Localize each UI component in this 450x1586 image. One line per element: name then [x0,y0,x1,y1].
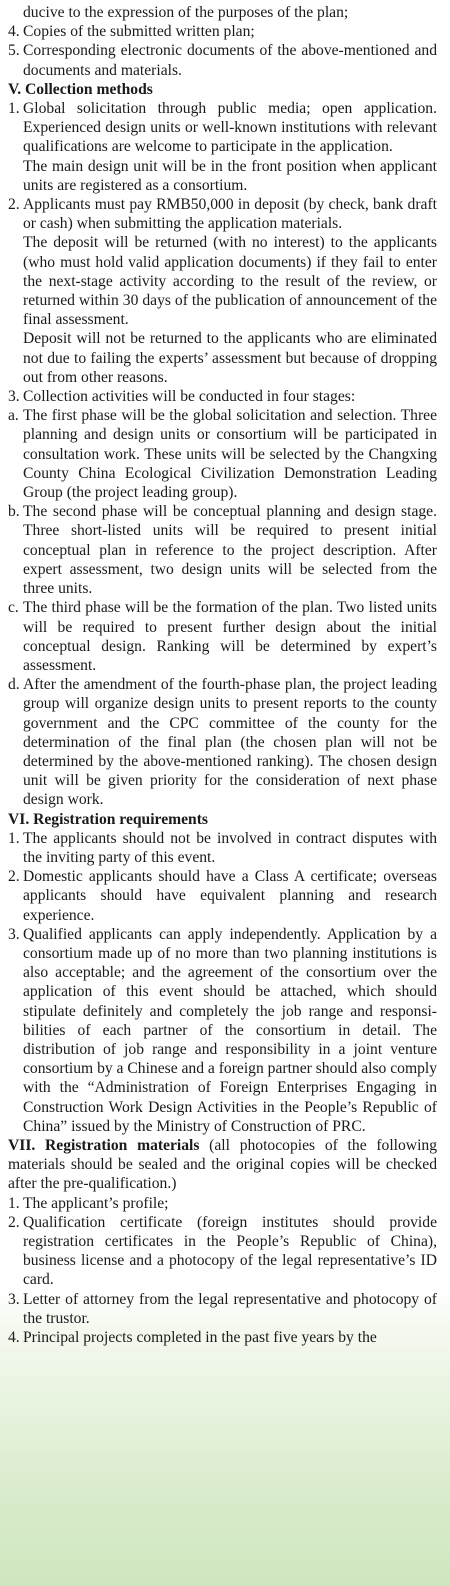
list-item [8,195,437,233]
list-number: 5. [8,42,20,60]
stage-text: After the amendment of the fourth-phase plan, the project leading group will organize design units to present reports to the county government and the CPC committee of the county for the determination of the final plan (the chosen plan will not be determined by the above-mentioned ranking). The chosen design unit will be given priority for the consideration of next phase design work. [23,676,437,809]
list-text: Letter of attorney from the legal representative and photocopy of the trustor. [23,1290,437,1327]
stage-item [8,406,437,502]
document-body [8,3,437,1347]
section-heading-registration-materials [8,1136,437,1194]
list-number: 3. [8,388,20,406]
list-number: 4. [8,1329,20,1347]
list-number: 3. [8,1290,20,1308]
list-paragraph: The deposit will be returned (with no interest) to the applicants (who must hold valid application documents) if they fail to enter the next-stage activity according to the result of the review, or returned within 30 days of the publication of announcement of the final assessment. [23,234,437,329]
list-item [8,387,437,406]
stage-item [8,675,437,809]
list-item [8,99,437,157]
list-number: 4. [8,23,20,41]
list-text: Qualification certificate (foreign institutes should provide registration certificates in the People’s Republic of China), business license and a photocopy of the legal representative’s ID card. [23,1213,437,1289]
list-text: Principal projects completed in the past five years by the [23,1329,377,1347]
list-paragraph: Deposit will not be returned to the applicants who are eliminated not due to failing the experts’ assessment but because of dropping out from other reasons. [23,330,437,386]
list-item [8,925,437,1136]
list-item [8,41,437,79]
continuation-text: ducive to the expression of the purposes of the plan; [23,4,349,21]
list-text: Corresponding electronic documents of the above-mentioned and documents and materials. [23,42,437,79]
stage-letter: a. [8,407,19,425]
list-number: 2. [8,196,20,214]
list-item [8,1290,437,1328]
list-item [8,1194,437,1213]
list-number: 3. [8,925,20,943]
stage-item [8,502,437,598]
list-item [8,1213,437,1290]
stage-letter: c. [8,599,19,617]
stage-text: The third phase will be the formation of the plan. Two listed units will be required to present further design about the initial conceptual design. Ranking will be determined by expert’s assessment. [23,599,437,674]
list-item [8,829,437,867]
list-text: The applicants should not be involved in contract disputes with the inviting party of this event. [23,829,437,866]
list-number: 1. [8,829,20,847]
list-number: 1. [8,100,20,118]
stage-text: The first phase will be the global solicitation and selection. Three planning and design units or consortium will be participated in consultation work. These units will be selected by the Changxing County China Ecological Civilization Demonstration Leading Group (the project leading group). [23,407,437,502]
stage-letter: b. [8,503,20,521]
list-number: 2. [8,1213,20,1231]
section-note: (all photocopies of the following materials should be sealed and the original copies will be checked after the pre-qualification.) [8,1136,437,1193]
list-text: Global solicitation through public media; open application. Experienced design units or well-known institutions with relevant qualifications are welcome to participate in the application. [23,100,437,156]
list-item [8,867,437,925]
list-text: Domestic applicants should have a Class A certificate; overseas applicants should have equivalent planning and research experience. [23,868,437,924]
section-heading-collection-methods: V. Collection methods [8,80,153,98]
list-text: Copies of the submitted written plan; [23,23,255,41]
section-heading-registration-requirements: VI. Registration requirements [8,810,208,828]
list-item [8,22,437,41]
list-text: Applicants must pay RMB50,000 in deposit (by check, bank draft or cash) when submitting the application materials. [23,196,437,233]
stage-letter: d. [8,676,20,694]
list-text: Collection activities will be conducted in four stages: [23,388,356,406]
list-number: 1. [8,1194,20,1212]
stage-item [8,598,437,675]
section-title: VII. Registration materials [8,1136,200,1154]
list-text: Qualified applicants can apply independently. Application by a consortium made up of no more than two planning institutions is also acceptable; and the agreement of the consortium over the application of this event should be attached, which should stipulate definitely and completely the job range and responsibilities of each partner of the consortium in detail. The distribution of job range and responsibility in a joint venture consortium by a Chinese and a foreign partner should also comply with the “Administration of Foreign Enterprises Engaging in Construction Work Design Activities in the People’s Republic of China” issued by the Ministry of Construction of PRC. [23,925,438,1135]
list-paragraph: The main design unit will be in the front position when applicant units are registered as a consortium. [23,157,437,194]
stage-text: The second phase will be conceptual planning and design stage. Three short-listed units will be required to present initial conceptual plan in reference to the project description. After expert assessment, two design units will be selected from the three units. [23,503,437,598]
list-number: 2. [8,868,20,886]
list-text: The applicant’s profile; [23,1194,169,1212]
list-item [8,1328,437,1347]
